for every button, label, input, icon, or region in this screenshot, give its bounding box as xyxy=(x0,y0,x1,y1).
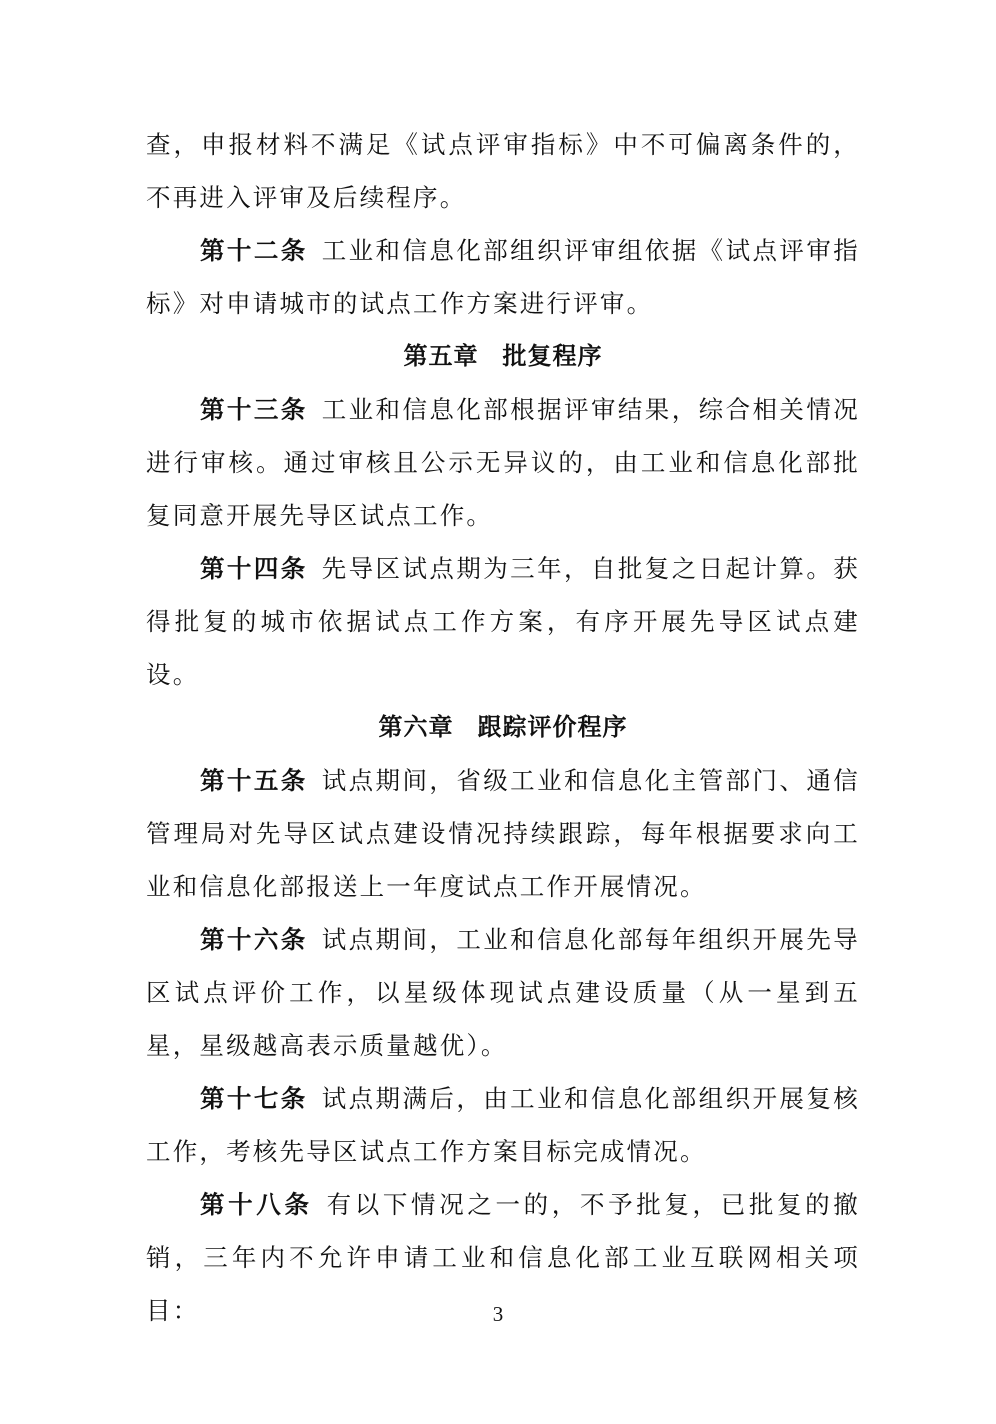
article-label: 第十六条 xyxy=(200,925,308,954)
article-text: 工业和信息化部组织评审组依据《试点评审指标》对申请城市的试点工作方案进行评审。 xyxy=(146,236,860,318)
document-body xyxy=(146,118,860,1337)
paragraph-text: 查，申报材料不满足《试点评审指标》中不可偏离条件的，不再进入评审及后续程序。 xyxy=(146,130,860,212)
article-text: 先导区试点期为三年，自批复之日起计算。获得批复的城市依据试点工作方案，有序开展先导区试点建设。 xyxy=(146,554,860,689)
article-text: 有以下情况之一的，不予批复，已批复的撤销，三年内不允许申请工业和信息化部工业互联网相关项目： xyxy=(146,1190,860,1325)
article-label: 第十七条 xyxy=(200,1084,308,1113)
chapter-number: 第五章 xyxy=(403,342,479,370)
chapter-5-heading xyxy=(146,330,860,383)
article-text: 试点期间，省级工业和信息化主管部门、通信管理局对先导区试点建设情况持续跟踪，每年根据要求向工业和信息化部报送上一年度试点工作开展情况。 xyxy=(146,766,860,901)
chapter-title: 批复程序 xyxy=(502,342,603,370)
chapter-title: 跟踪评价程序 xyxy=(477,713,628,741)
article-text: 工业和信息化部根据评审结果，综合相关情况进行审核。通过审核且公示无异议的，由工业和信息化部批复同意开展先导区试点工作。 xyxy=(146,395,860,530)
chapter-6-heading xyxy=(146,701,860,754)
article-14 xyxy=(146,542,860,701)
paragraph-continuation xyxy=(146,118,860,224)
article-label: 第十八条 xyxy=(200,1190,313,1219)
article-17 xyxy=(146,1072,860,1178)
article-16 xyxy=(146,913,860,1072)
article-13 xyxy=(146,383,860,542)
article-text: 试点期满后，由工业和信息化部组织开展复核工作，考核先导区试点工作方案目标完成情况。 xyxy=(146,1084,860,1166)
article-label: 第十四条 xyxy=(200,554,308,583)
article-label: 第十五条 xyxy=(200,766,308,795)
chapter-number: 第六章 xyxy=(378,713,454,741)
article-15 xyxy=(146,754,860,913)
article-label: 第十三条 xyxy=(200,395,308,424)
article-label: 第十二条 xyxy=(200,236,308,265)
article-text: 试点期间，工业和信息化部每年组织开展先导区试点评价工作，以星级体现试点建设质量（从一星到五星，星级越高表示质量越优）。 xyxy=(146,925,860,1060)
page-number: 3 xyxy=(492,1302,504,1326)
article-12 xyxy=(146,224,860,330)
